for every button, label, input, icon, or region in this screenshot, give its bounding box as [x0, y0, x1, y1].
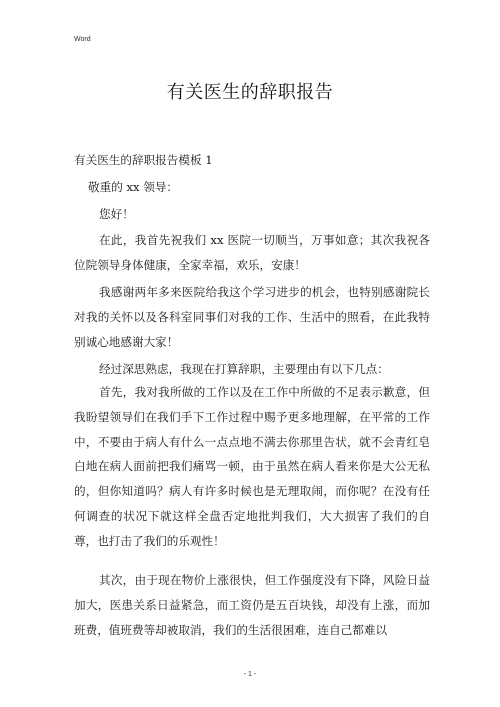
document-subtitle: 有关医生的辞职报告模板 1	[74, 153, 213, 167]
paragraph-reason-second: 其次，由于现在物价上涨很快，但工作强度没有下降，风险日益加大，医患关系日益紧急，而工资仍是五百块钱，却没有上涨，而加班费，值班费等却被取消，我们的生活很困难，连自己都难以	[74, 573, 430, 637]
greeting-line: 敬重的 xx 领导：	[88, 180, 179, 194]
page-number: - 1 -	[243, 671, 257, 678]
app-label: Word	[74, 36, 91, 43]
paragraph-intent: 经过深思熟虑，我现在打算辞职，主要理由有以下几点：	[99, 362, 389, 376]
paragraph-blessing: 在此，我首先祝我们 xx 医院一切顺当，万事如意；其次我祝各位院领导身体健康，全家幸福，欢乐，安康！	[74, 233, 430, 272]
paragraph-salutation: 您好！	[99, 207, 134, 221]
document-title: 有关医生的辞职报告	[166, 82, 334, 103]
paragraph-reason-first: 首先，我对我所做的工作以及在工作中所做的不足表示歉意，但我盼望领导们在我们手下工作过程中赐予更多地理解，在平常的工作中，不要由于病人有什么一点点地不满去你那里告状，就不会青红皂白地在病人面前把我们痛骂一顿，由于虽然在病人看来你是大公无私的，但你知道吗？病人有许多时候也是无理取闹，而你呢？在没有任何调查的状况下就这样全盘否定地批判我们，大大损害了我们的自尊，也打击了我们的乐观性！	[74, 385, 430, 548]
paragraph-thanks: 我感谢两年多来医院给我这个学习进步的机会，也特别感谢院长对我的关怀以及各科室同事们对我的工作、生活中的照看，在此我特别诚心地感谢大家！	[74, 285, 430, 349]
